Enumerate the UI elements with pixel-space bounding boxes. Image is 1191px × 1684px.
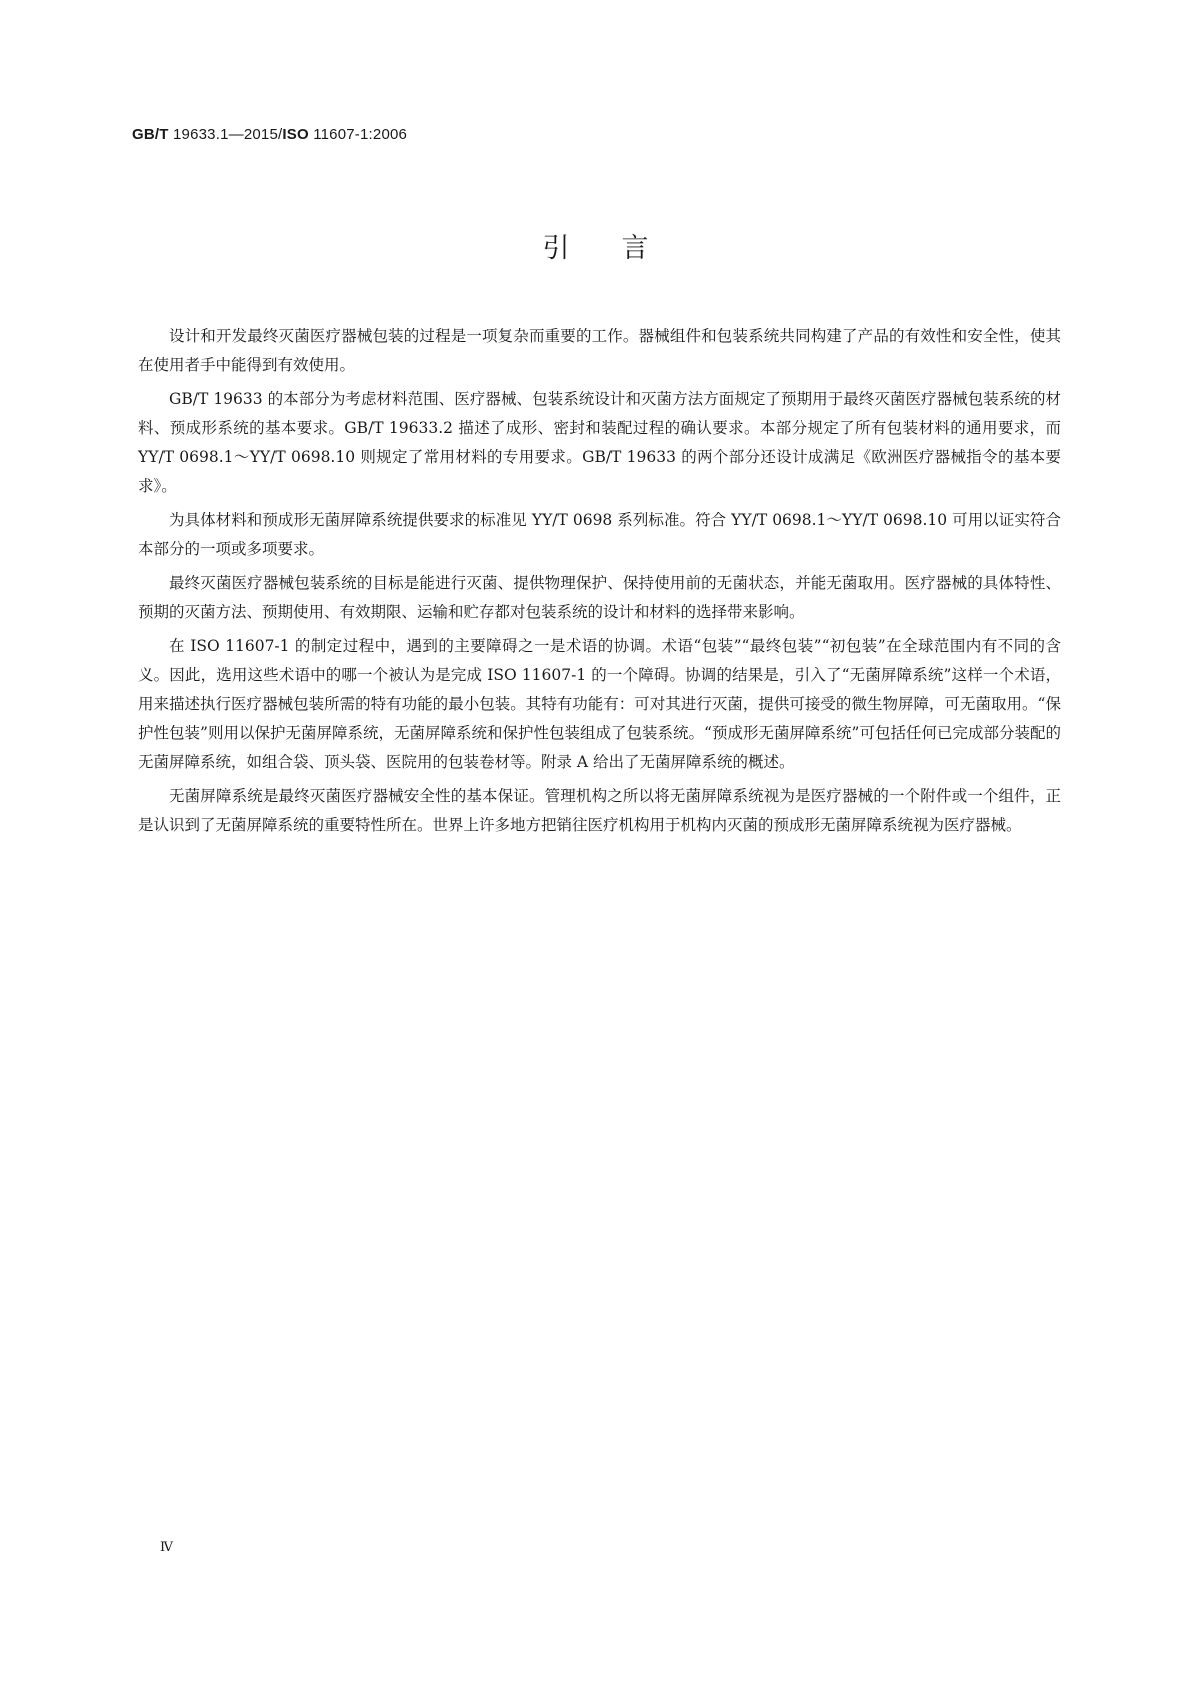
paragraph-1: 设计和开发最终灭菌医疗器械包装的过程是一项复杂而重要的工作。器械组件和包装系统共同构建了产品的有效性和安全性，使其在使用者手中能得到有效使用。 xyxy=(138,327,1061,374)
paragraph-4: 最终灭菌医疗器械包装系统的目标是能进行灭菌、提供物理保护、保持使用前的无菌状态，并能无菌取用。医疗器械的具体特性、预期的灭菌方法、预期使用、有效期限、运输和贮存都对包装系统的设计和材料的选择带来影响。 xyxy=(138,574,1061,621)
standard-code-header xyxy=(132,126,407,143)
paragraph-5: 在 ISO 11607-1 的制定过程中，遇到的主要障碍之一是术语的协调。术语“包装”“最终包装”“初包装”在全球范围内有不同的含义。因此，选用这些术语中的哪一个被认为是完成 ISO 11607-1 的一个障碍。协调的结果是，引入了“无菌屏障系统”这样一个术语，用来描述执行医疗器械包装所需的特有功能的最小包装。其特有功能有：可对其进行灭菌，提供可接受的微生物屏障，可无菌取用。“保护性包装”则用以保护无菌屏障系统，无菌屏障系统和保护性包装组成了包装系统。“预成形无菌屏障系统”可包括任何已完成部分装配的无菌屏障系统，如组合袋、顶头袋、医院用的包装卷材等。附录 A 给出了无菌屏障系统的概述。 xyxy=(138,637,1061,771)
standard-code-prefix: GB/T xyxy=(132,126,169,143)
introduction-body xyxy=(138,322,1061,845)
paragraph-3: 为具体材料和预成形无菌屏障系统提供要求的标准见 YY/T 0698 系列标准。符合 YY/T 0698.1～YY/T 0698.10 可用以证实符合本部分的一项或多项要求。 xyxy=(138,511,1061,558)
iso-code-number: 11607-1:2006 xyxy=(308,126,408,143)
page-title: 引言 xyxy=(542,233,701,264)
paragraph-2: GB/T 19633 的本部分为考虑材料范围、医疗器械、包装系统设计和灭菌方法方面规定了预期用于最终灭菌医疗器械包装系统的材料、预成形系统的基本要求。GB/T 19633.2 描述了成形、密封和装配过程的确认要求。本部分规定了所有包装材料的通用要求，而 YY/T 0698.1～YY/T 0698.10 则规定了常用材料的专用要求。GB/T 19633 的两个部分还设计成满足《欧洲医疗器械指令的基本要求》。 xyxy=(138,390,1061,495)
iso-code-prefix: ISO xyxy=(282,126,309,143)
standard-code-number: 19633.1—2015/ xyxy=(168,126,283,143)
page-number: Ⅳ xyxy=(160,1540,173,1555)
paragraph-6: 无菌屏障系统是最终灭菌医疗器械安全性的基本保证。管理机构之所以将无菌屏障系统视为是医疗器械的一个附件或一个组件，正是认识到了无菌屏障系统的重要特性所在。世界上许多地方把销往医疗机构用于机构内灭菌的预成形无菌屏障系统视为医疗器械。 xyxy=(138,787,1061,834)
